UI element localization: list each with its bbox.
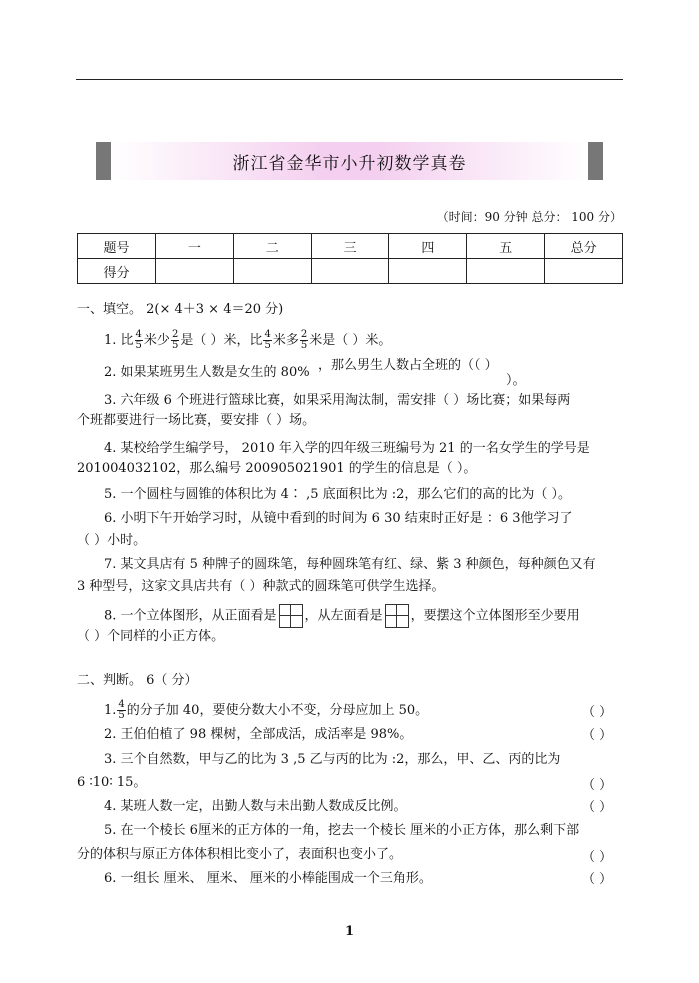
numerator: 2 [171,329,179,340]
s1-question-5: 5. 一个圆柱与圆锥的体积比为 4∶ ,5 底面积比为 :2，那么它们的高的比为（ ）。 [104,487,572,502]
numerator: 4 [135,329,142,340]
fraction [300,330,308,351]
table-row [78,234,623,259]
table-header-cell: 五 [467,234,545,259]
table-header-cell: 三 [311,234,389,259]
answer-paren[interactable]: （ ） [582,850,613,865]
q-text: 米多 [272,333,299,348]
q-text: 的分子加 40，要使分数大小不变，分母应加上 50。 [126,703,429,718]
s2-question-4: 4. 某班人数一定，出勤人数与未出勤人数成反比例。 [104,799,407,814]
s1-question-4: 4. 某校给学生编学号， 2010 年入学的四年级三班编号为 21 的一名女学生的学号是 [104,441,590,456]
score-cell[interactable] [467,259,545,284]
denominator: 5 [135,340,142,351]
fraction [171,330,179,351]
time-info: （时间：90 分钟 总分： 100 分） [436,210,622,224]
numerator: 4 [264,329,271,340]
table-header-cell: 四 [389,234,467,259]
answer-paren[interactable]: （ ） [582,778,613,793]
s2-question-5: 5. 在一个棱长 6厘米的正方体的一角，挖去一个棱长 厘米的小正方体，那么剩下部 [104,823,580,838]
s2-question-5-cont: 分的体积与原正方体体积相比变小了，表面积也变小了。 [77,847,403,862]
denominator: 5 [300,340,308,351]
fraction [263,330,271,351]
s1-question-2-cont: ，那么男生人数占全班的（（ ） [318,358,498,373]
table-header-cell: 二 [233,234,311,259]
score-cell[interactable] [545,259,623,284]
q-text: 8. 一个立体图形，从正面看是 [104,608,277,624]
front-view-icon [279,604,303,628]
q-text: ，从左面看是 [304,608,383,624]
denominator: 5 [118,710,125,721]
table-row [78,259,623,284]
s1-question-2: 2. 如果某班男生人数是女生的 80% [104,365,310,380]
s2-question-1 [104,700,428,721]
table-header-cell: 题号 [78,234,156,259]
numerator: 2 [300,329,308,340]
q-text: 是（ ）米，比 [180,333,263,348]
answer-paren[interactable]: （ ） [582,728,613,743]
score-cell[interactable] [233,259,311,284]
s2-question-2: 2. 王伯伯植了 98 棵树，全部成活，成活率是 98%。 [104,727,413,742]
s1-question-7-cont: 3 种型号，这家文具店共有（ ）种款式的圆珠笔可供学生选择。 [77,579,445,594]
s1-question-6-cont: （ ）小时。 [77,533,147,548]
s1-question-8-cont: （ ）个同样的小正方体。 [77,629,225,644]
title-banner [96,142,603,180]
score-cell[interactable] [311,259,389,284]
s1-question-3-cont: 个班都要进行一场比赛，要安排（ ）场。 [77,413,316,428]
numerator: 4 [118,699,125,710]
s1-question-2-end: ）。 [506,373,526,388]
s1-question-6: 6. 小明下午开始学习时，从镜中看到的时间为 6 30 结束时正好是 ：6 3他学习了 [104,511,573,526]
s2-question-3-cont: 6 ∶10∶ 15。 [77,775,147,790]
page-title: 浙江省金华市小升初数学真卷 [232,154,467,174]
fraction [135,330,143,351]
q-text: 1. 比 [104,333,134,348]
s1-question-4-cont: 201004032102，那么编号 200905021901 的学生的信息是（ ）。 [77,461,477,476]
q-text: 米少 [143,333,170,348]
denominator: 5 [171,340,179,351]
answer-paren[interactable]: （ ） [582,800,613,815]
q-text: 1. [104,703,117,718]
s1-question-1 [104,330,391,351]
s2-question-6: 6. 一组长 厘米、 厘米、 厘米的小棒能围成一个三角形。 [104,871,432,886]
section2-heading: 二、判断。 6（ 分） [77,673,198,688]
fraction [117,700,125,721]
header-rule [76,79,623,80]
left-view-icon [385,604,409,628]
table-header-cell: 总分 [545,234,623,259]
table-row-label: 得分 [78,259,156,284]
q-text: 米是（ ）米。 [309,333,392,348]
score-cell[interactable] [156,259,234,284]
s1-question-7: 7. 某文具店有 5 种牌子的圆珠笔，每种圆珠笔有红、绿、紫 3 种颜色，每种颜色又有 [104,557,596,572]
section1-heading: 一、填空。 2(× 4＋3 × 4＝20 分) [77,302,284,317]
s1-question-3: 3. 六年级 6 个班进行篮球比赛，如果采用淘汰制，需安排（ ）场比赛；如果每两 [104,393,571,408]
s2-question-3: 3. 三个自然数，甲与乙的比为 3 ,5 乙与丙的比为 :2，那么，甲、乙、丙的比为 [104,752,561,767]
s1-question-8 [104,604,580,628]
score-cell[interactable] [389,259,467,284]
score-table [77,233,623,284]
denominator: 5 [264,340,271,351]
answer-paren[interactable]: （ ） [582,872,613,887]
answer-paren[interactable]: （ ） [582,705,613,720]
q-text: ，要摆这个立体图形至少要用 [410,608,580,624]
table-header-cell: 一 [156,234,234,259]
page-number: 1 [344,924,355,939]
